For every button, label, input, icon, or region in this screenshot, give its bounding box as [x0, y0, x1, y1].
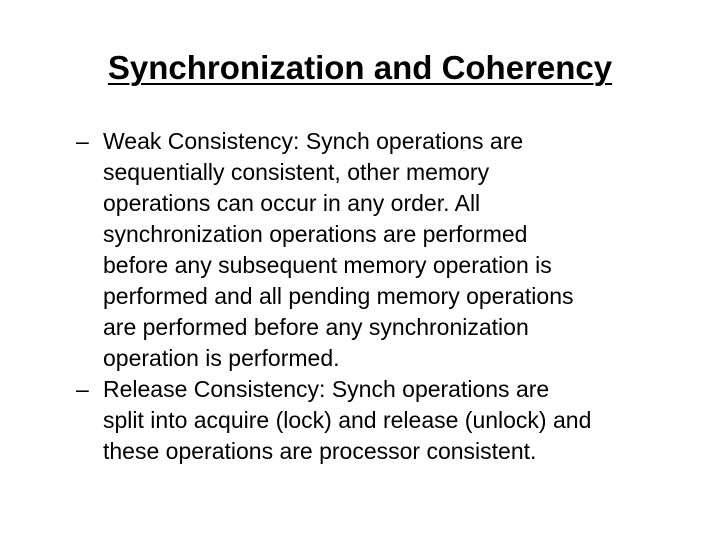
bullet-line: before any subsequent memory operation is	[103, 252, 552, 278]
bullet-line: performed and all pending memory operations	[103, 283, 574, 309]
bullet-list	[76, 126, 716, 467]
bullet-line: operation is performed.	[103, 345, 340, 371]
slide-title: Synchronization and Coherency	[107, 49, 613, 86]
bullet-marker: –	[76, 376, 89, 402]
bullet-line: Release Consistency: Synch operations are	[103, 376, 550, 402]
bullet-line: operations can occur in any order. All	[103, 190, 481, 216]
bullet-line: these operations are processor consistent.	[103, 438, 537, 464]
bullet-line: Weak Consistency: Synch operations are	[103, 128, 524, 154]
bullet-line: synchronization operations are performed	[103, 221, 528, 247]
bullet-line: sequentially consistent, other memory	[103, 159, 490, 185]
bullet-weak-consistency	[76, 126, 716, 374]
bullet-marker: –	[76, 128, 89, 154]
bullet-release-consistency	[76, 374, 716, 467]
bullet-line: split into acquire (lock) and release (unlock) and	[103, 407, 592, 433]
bullet-line: are performed before any synchronization	[103, 314, 529, 340]
